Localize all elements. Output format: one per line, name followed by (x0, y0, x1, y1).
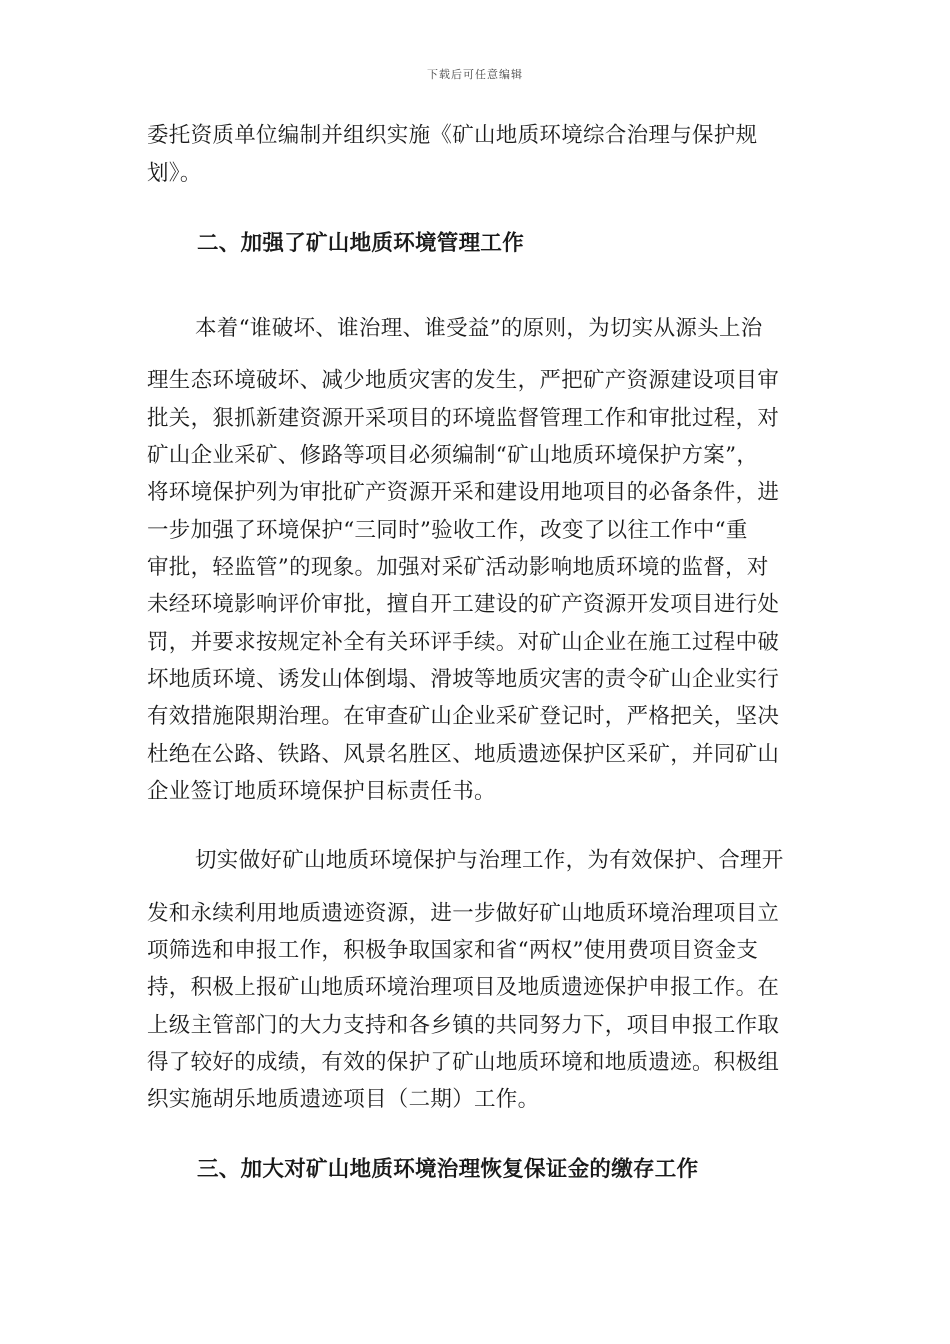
section-heading-3: 三、加大对矿山地质环境治理恢复保证金的缴存工作 (197, 1157, 699, 1182)
paragraph-line: 上级主管部门的大力支持和各乡镇的共同努力下，项目申报工作取 (147, 1013, 780, 1038)
paragraph-line: 切实做好矿山地质环境保护与治理工作，为有效保护、合理开 (195, 848, 784, 873)
paragraph-line: 有效措施限期治理。在审查矿山企业采矿登记时，严格把关，坚决 (147, 704, 780, 729)
paragraph-line: 批关，狠抓新建资源开采项目的环境监督管理工作和审批过程，对 (147, 406, 780, 431)
paragraph-line: 审批，轻监管”的现象。加强对采矿活动影响地质环境的监督，对 (147, 555, 769, 580)
paragraph-line: 杜绝在公路、铁路、风景名胜区、地质遗迹保护区采矿，并同矿山 (147, 742, 780, 767)
paragraph-line: 发和永续利用地质遗迹资源，进一步做好矿山地质环境治理项目立 (147, 901, 780, 926)
paragraph-line: 矿山企业采矿、修路等项目必须编制“矿山地质环境保护方案”， (147, 443, 759, 468)
download-note: 下载后可任意编辑 (427, 68, 523, 81)
paragraph-line: 织实施胡乐地质遗迹项目（二期）工作。 (147, 1087, 540, 1112)
intro-line: 划》。 (147, 161, 202, 186)
paragraph-line: 理生态环境破坏、减少地质灾害的发生，严把矿产资源建设项目审 (147, 368, 780, 393)
paragraph-line: 持，积极上报矿山地质环境治理项目及地质遗迹保护申报工作。在 (147, 975, 780, 1000)
paragraph-line: 坏地质环境、诱发山体倒塌、滑坡等地质灾害的责令矿山企业实行 (147, 667, 780, 692)
paragraph-line: 罚，并要求按规定补全有关环评手续。对矿山企业在施工过程中破 (147, 630, 780, 655)
paragraph-line: 本着“谁破坏、谁治理、谁受益”的原则，为切实从源头上治 (195, 316, 763, 341)
paragraph-line: 将环境保护列为审批矿产资源开采和建设用地项目的必备条件，进 (147, 480, 780, 505)
paragraph-line: 未经环境影响评价审批，擅自开工建设的矿产资源开发项目进行处 (147, 592, 780, 617)
paragraph-line: 项筛选和申报工作，积极争取国家和省“两权”使用费项目资金支 (147, 938, 759, 963)
intro-line: 委托资质单位编制并组织实施《矿山地质环境综合治理与保护规 (147, 123, 758, 148)
paragraph-line: 得了较好的成绩，有效的保护了矿山地质环境和地质遗迹。积极组 (147, 1050, 780, 1075)
paragraph-line: 企业签订地质环境保护目标责任书。 (147, 779, 496, 804)
paragraph-line: 一步加强了环境保护“三同时”验收工作，改变了以往工作中“重 (147, 518, 748, 543)
section-heading-2: 二、加强了矿山地质环境管理工作 (197, 231, 525, 256)
